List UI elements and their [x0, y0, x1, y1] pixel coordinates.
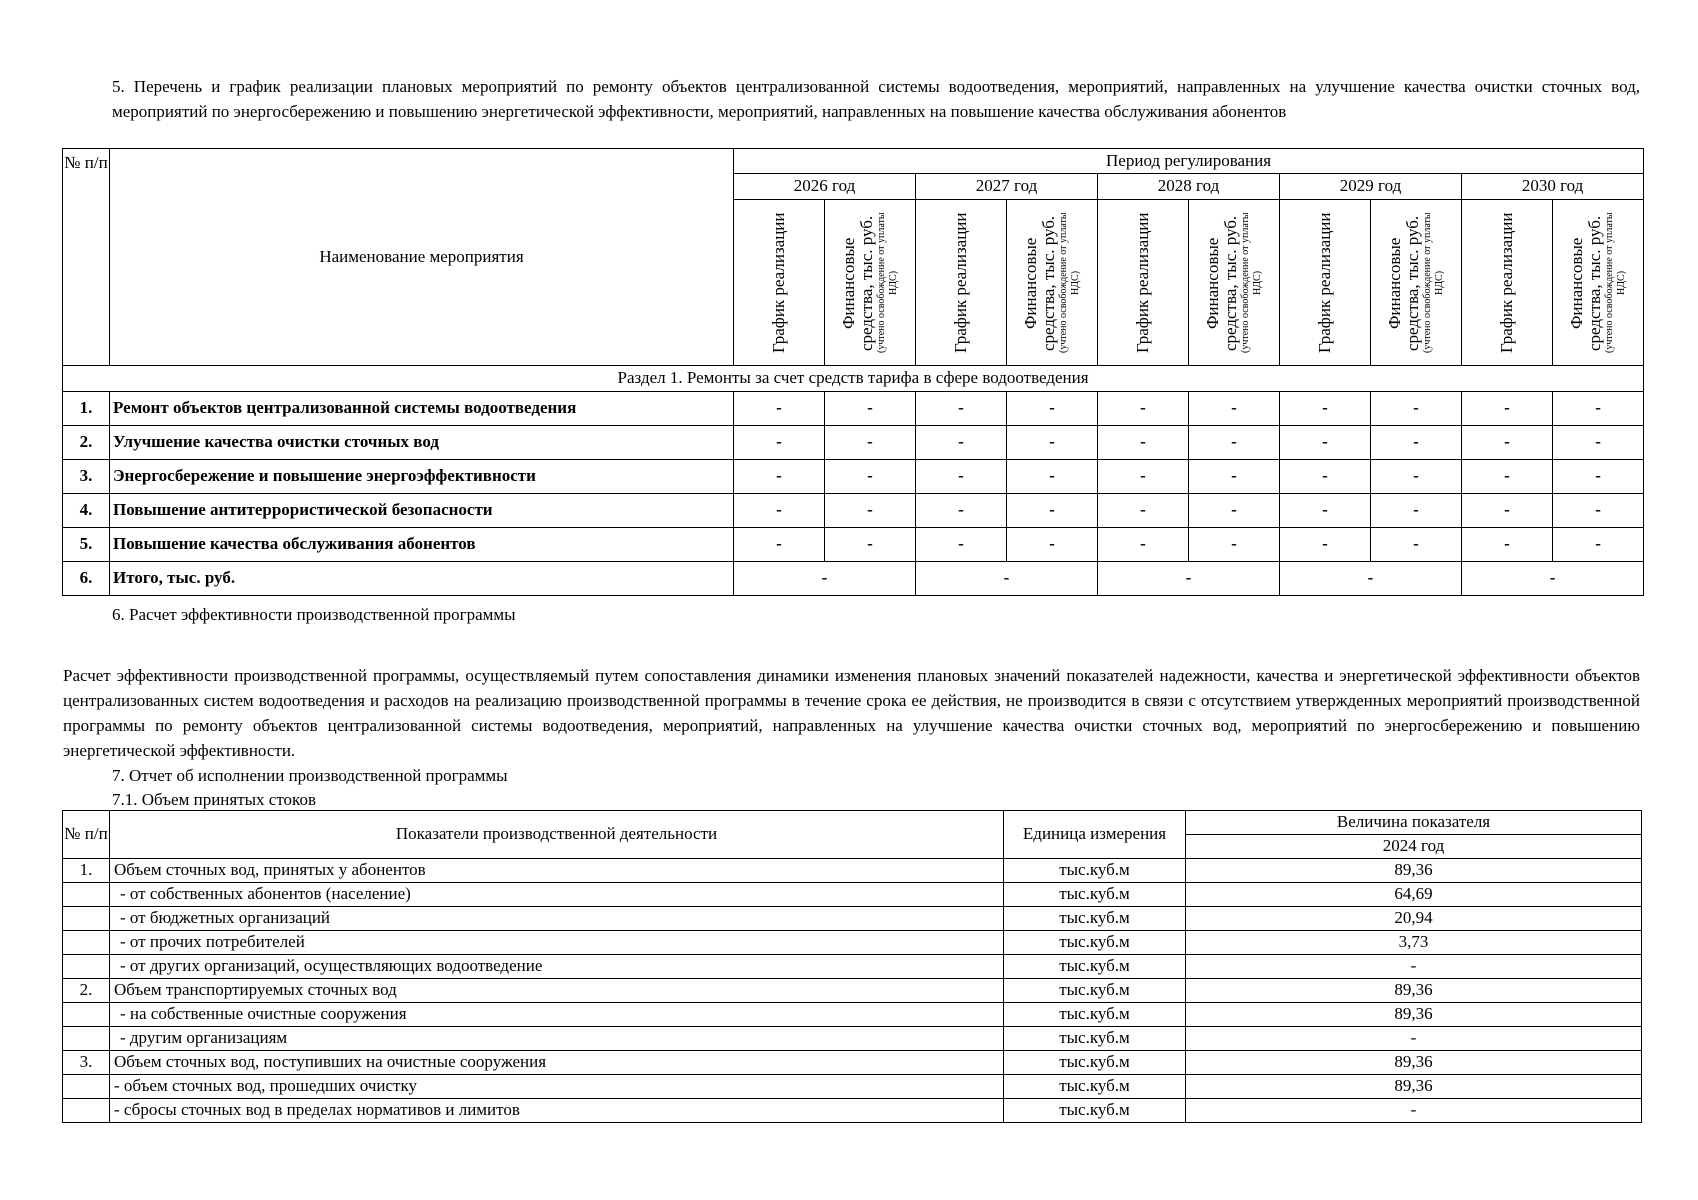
finance-label-main: Финансовые средства, тыс. руб.	[1021, 214, 1058, 351]
heading-6: 6. Расчет эффективности производственной программы	[112, 605, 516, 624]
row-value: -	[825, 528, 916, 562]
table-row	[63, 1051, 1642, 1075]
finance-label	[1568, 204, 1628, 362]
table-row	[63, 1075, 1642, 1099]
intro-paragraph: 5. Перечень и график реализации плановых мероприятий по ремонту объектов централизованной системы водоотведения, мероприятий, направленных на улучшение качества очистки сточных вод, мероприятий по энергосбережению и повышению энергетической эффективности, мероприятий, направленных на повышение качества обслуживания абонентов	[112, 77, 1640, 121]
activities-schedule-table	[62, 148, 1644, 596]
schedule-subheader	[734, 200, 825, 366]
row-indicator: - от других организаций, осуществляющих водоотведение	[110, 955, 1004, 979]
row-value: 89,36	[1186, 1051, 1642, 1075]
row-value: -	[1553, 426, 1644, 460]
row-num	[63, 1075, 110, 1099]
row-value: 89,36	[1186, 1003, 1642, 1027]
row-value: -	[734, 528, 825, 562]
row-value: -	[1462, 460, 1553, 494]
row-value: 89,36	[1186, 1075, 1642, 1099]
finance-label-note: (учтено освобождение от уплаты НДС)	[1604, 212, 1628, 353]
row-num	[63, 907, 110, 931]
table-row	[63, 1027, 1642, 1051]
finance-label-main: Финансовые средства, тыс. руб.	[1385, 214, 1422, 351]
heading-7: 7. Отчет об исполнении производственной программы	[112, 766, 508, 785]
finance-subheader	[825, 200, 916, 366]
row-num: 1.	[63, 392, 110, 426]
row-name: Повышение антитеррористической безопасности	[110, 494, 734, 528]
heading-7-1: 7.1. Объем принятых стоков	[112, 790, 316, 809]
row-num: 4.	[63, 494, 110, 528]
table-row	[63, 955, 1642, 979]
row-name: Повышение качества обслуживания абонентов	[110, 528, 734, 562]
row-value: -	[1186, 955, 1642, 979]
row-value: -	[1462, 392, 1553, 426]
total-row	[63, 562, 1644, 596]
row-num	[63, 931, 110, 955]
row-num: 2.	[63, 979, 110, 1003]
row-unit: тыс.куб.м	[1004, 1003, 1186, 1027]
total-value: -	[1280, 562, 1462, 596]
finance-subheader	[1189, 200, 1280, 366]
row-value: -	[1098, 528, 1189, 562]
row-value: -	[734, 460, 825, 494]
row-indicator: - от собственных абонентов (население)	[110, 883, 1004, 907]
period-header: Период регулирования	[734, 149, 1644, 174]
year-header: 2029 год	[1280, 174, 1462, 200]
row-value: -	[1280, 528, 1371, 562]
row-value: 3,73	[1186, 931, 1642, 955]
row-num	[63, 883, 110, 907]
row-value: -	[1098, 494, 1189, 528]
table-row	[63, 979, 1642, 1003]
table-row	[63, 392, 1644, 426]
row-value: -	[734, 426, 825, 460]
row-indicator: - объем сточных вод, прошедших очистку	[110, 1075, 1004, 1099]
row-value: -	[1553, 494, 1644, 528]
row-value: -	[1186, 1099, 1642, 1123]
row-value: -	[1280, 426, 1371, 460]
row-value: -	[1371, 392, 1462, 426]
finance-subheader	[1553, 200, 1644, 366]
finance-label-note: (учтено освобождение от уплаты НДС)	[1240, 212, 1263, 353]
table-row	[63, 859, 1642, 883]
year-header: 2026 год	[734, 174, 916, 200]
row-value: -	[1007, 494, 1098, 528]
row-value: 89,36	[1186, 979, 1642, 1003]
row-unit: тыс.куб.м	[1004, 1027, 1186, 1051]
accepted-wastewater-table	[62, 810, 1642, 1123]
table-row	[63, 883, 1642, 907]
total-value: -	[1098, 562, 1280, 596]
row-value: -	[1280, 392, 1371, 426]
row-unit: тыс.куб.м	[1004, 859, 1186, 883]
row-value: -	[1098, 392, 1189, 426]
row-value: -	[825, 392, 916, 426]
row-unit: тыс.куб.м	[1004, 955, 1186, 979]
row-value: -	[1371, 426, 1462, 460]
row-value: -	[825, 460, 916, 494]
row-num: 5.	[63, 528, 110, 562]
row-value: -	[916, 426, 1007, 460]
year-header: 2030 год	[1462, 174, 1644, 200]
total-value: -	[1462, 562, 1644, 596]
schedule-subheader	[1098, 200, 1189, 366]
col-num-header: № п/п	[63, 149, 110, 366]
section-title: Раздел 1. Ремонты за счет средств тарифа в сфере водоотведения	[63, 366, 1644, 392]
schedule-subheader	[1280, 200, 1371, 366]
row-unit: тыс.куб.м	[1004, 931, 1186, 955]
table-row	[63, 907, 1642, 931]
table-row	[63, 426, 1644, 460]
row-num: 3.	[63, 1051, 110, 1075]
row-value: -	[1098, 426, 1189, 460]
finance-label-note: (учтено освобождение от уплаты НДС)	[1422, 212, 1445, 353]
row-num	[63, 1027, 110, 1051]
row-name: Улучшение качества очистки сточных вод	[110, 426, 734, 460]
row-value: -	[1186, 1027, 1642, 1051]
table-row	[63, 460, 1644, 494]
row-indicator: - другим организациям	[110, 1027, 1004, 1051]
table-row	[63, 931, 1642, 955]
row-value: -	[1007, 426, 1098, 460]
finance-subheader	[1007, 200, 1098, 366]
row-indicator: - от прочих потребителей	[110, 931, 1004, 955]
t2-col-unit-header: Единица измерения	[1004, 811, 1186, 859]
total-value: -	[916, 562, 1098, 596]
row-value: -	[1189, 494, 1280, 528]
total-name: Итого, тыс. руб.	[110, 562, 734, 596]
finance-label-note: (учтено освобождение от уплаты НДС)	[876, 212, 899, 353]
finance-label	[1204, 204, 1264, 362]
row-value: -	[1371, 460, 1462, 494]
row-name: Энергосбережение и повышение энергоэффективности	[110, 460, 734, 494]
schedule-label: График реализации	[951, 212, 970, 353]
row-value: 20,94	[1186, 907, 1642, 931]
row-value: -	[916, 528, 1007, 562]
col-name-header: Наименование мероприятия	[110, 149, 734, 366]
row-value: -	[1189, 426, 1280, 460]
row-indicator: - от бюджетных организаций	[110, 907, 1004, 931]
row-num	[63, 955, 110, 979]
row-value: -	[1189, 528, 1280, 562]
row-indicator: Объем сточных вод, поступивших на очистные сооружения	[110, 1051, 1004, 1075]
row-value: -	[1007, 528, 1098, 562]
year-header: 2027 год	[916, 174, 1098, 200]
table-row	[63, 528, 1644, 562]
schedule-label: График реализации	[1315, 212, 1334, 353]
row-value: -	[1553, 460, 1644, 494]
finance-subheader	[1371, 200, 1462, 366]
finance-label-main: Финансовые средства, тыс. руб.	[1203, 214, 1240, 351]
row-value: -	[1189, 392, 1280, 426]
row-indicator: Объем сточных вод, принятых у абонентов	[110, 859, 1004, 883]
total-value: -	[734, 562, 916, 596]
row-value: 89,36	[1186, 859, 1642, 883]
finance-label	[1386, 204, 1446, 362]
row-value: -	[1280, 494, 1371, 528]
finance-label-note: (учтено освобождение от уплаты НДС)	[1058, 212, 1081, 353]
row-num: 2.	[63, 426, 110, 460]
row-indicator: - на собственные очистные сооружения	[110, 1003, 1004, 1027]
row-unit: тыс.куб.м	[1004, 1075, 1186, 1099]
row-num: 3.	[63, 460, 110, 494]
row-value: -	[825, 426, 916, 460]
finance-label	[1022, 204, 1082, 362]
row-unit: тыс.куб.м	[1004, 979, 1186, 1003]
row-value: -	[734, 392, 825, 426]
row-value: -	[1553, 528, 1644, 562]
row-value: -	[916, 392, 1007, 426]
row-name: Ремонт объектов централизованной системы водоотведения	[110, 392, 734, 426]
schedule-subheader	[916, 200, 1007, 366]
table-row	[63, 1003, 1642, 1027]
row-value: -	[734, 494, 825, 528]
row-value: -	[1007, 392, 1098, 426]
row-value: -	[1553, 392, 1644, 426]
row-unit: тыс.куб.м	[1004, 1099, 1186, 1123]
year-header: 2028 год	[1098, 174, 1280, 200]
row-indicator: - сбросы сточных вод в пределах нормативов и лимитов	[110, 1099, 1004, 1123]
finance-label-main: Финансовые средства, тыс. руб.	[839, 214, 876, 351]
row-unit: тыс.куб.м	[1004, 883, 1186, 907]
row-value: 64,69	[1186, 883, 1642, 907]
finance-label	[840, 204, 900, 362]
schedule-label: График реализации	[1133, 212, 1152, 353]
row-value: -	[1462, 426, 1553, 460]
finance-label-main: Финансовые средства, тыс. руб.	[1567, 214, 1605, 351]
paragraph-6: Расчет эффективности производственной программы, осуществляемый путем сопоставления динамики изменения плановых значений показателей надежности, качества и энергетической эффективности объектов централизованных систем водоотведения и расходов на реализацию производственной программы в течение срока ее действия, не производится в связи с отсутствием утвержденных мероприятий производственной программы по ремонту объектов централизованной системы водоотведения, мероприятий, направленных на улучшение качества очистки сточных вод, мероприятий по энергосбережению и повышению энергетической эффективности.	[63, 666, 1640, 760]
row-value: -	[916, 460, 1007, 494]
row-value: -	[916, 494, 1007, 528]
row-value: -	[1371, 528, 1462, 562]
row-num: 1.	[63, 859, 110, 883]
schedule-label: График реализации	[769, 212, 788, 353]
table-row	[63, 494, 1644, 528]
row-num	[63, 1003, 110, 1027]
row-value: -	[1098, 460, 1189, 494]
t2-col-value-header: Величина показателя	[1186, 811, 1642, 835]
row-value: -	[1007, 460, 1098, 494]
row-unit: тыс.куб.м	[1004, 907, 1186, 931]
row-value: -	[1462, 494, 1553, 528]
total-num: 6.	[63, 562, 110, 596]
row-num	[63, 1099, 110, 1123]
row-value: -	[1280, 460, 1371, 494]
row-unit: тыс.куб.м	[1004, 1051, 1186, 1075]
row-value: -	[1189, 460, 1280, 494]
t2-col-indicator-header: Показатели производственной деятельности	[110, 811, 1004, 859]
row-value: -	[1462, 528, 1553, 562]
row-value: -	[825, 494, 916, 528]
t2-col-year-header: 2024 год	[1186, 835, 1642, 859]
schedule-subheader	[1462, 200, 1553, 366]
row-indicator: Объем транспортируемых сточных вод	[110, 979, 1004, 1003]
schedule-label: График реализации	[1497, 212, 1516, 353]
row-value: -	[1371, 494, 1462, 528]
t2-col-num-header: № п/п	[63, 811, 110, 859]
table-row	[63, 1099, 1642, 1123]
